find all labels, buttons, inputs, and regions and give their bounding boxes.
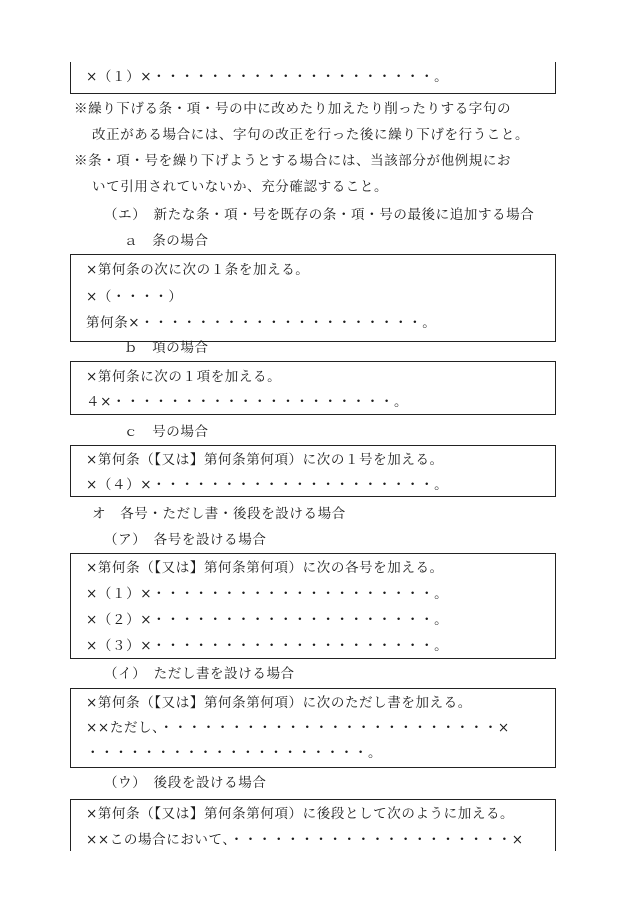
- section-o-heading: オ 各号・ただし書・後段を設ける場合: [92, 506, 346, 522]
- example-box-latter-part: [70, 799, 556, 851]
- example-line: ×（１）×・・・・・・・・・・・・・・・・・・・・。: [86, 69, 449, 85]
- example-box-items: [70, 553, 556, 659]
- section-e-heading: （エ） 新たな条・項・号を既存の条・項・号の最後に追加する場合: [104, 207, 535, 223]
- example-line: ×第何条（【又は】第何条第何項）に次の各号を加える。: [86, 560, 444, 576]
- section-o-u-heading: （ウ） 後段を設ける場合: [104, 775, 267, 791]
- example-line: ×（・・・・）: [86, 289, 183, 305]
- example-line: ×第何条（【又は】第何条第何項）に次のただし書を加える。: [86, 695, 472, 711]
- note-1-line-2: 改正がある場合には、字句の改正を行った後に繰り下げを行うこと。: [92, 127, 530, 143]
- example-box-item: [70, 445, 556, 497]
- note-2-line-1: ※条・項・号を繰り下げようとする場合には、当該部分が他例規にお: [74, 153, 512, 169]
- section-e-b-heading: ｂ 項の場合: [124, 340, 209, 356]
- example-line: ×（１）×・・・・・・・・・・・・・・・・・・・・。: [86, 586, 449, 602]
- section-e-c-heading: ｃ 号の場合: [124, 424, 209, 440]
- example-box-proviso: [70, 688, 556, 768]
- example-line: ××この場合において、・・・・・・・・・・・・・・・・・・・・×: [86, 832, 524, 848]
- section-o-a-heading: （ア） 各号を設ける場合: [104, 532, 267, 548]
- example-line: ４×・・・・・・・・・・・・・・・・・・・・。: [86, 394, 409, 410]
- example-line: ×（４）×・・・・・・・・・・・・・・・・・・・・。: [86, 477, 449, 493]
- note-2-line-2: いて引用されていないか、充分確認すること。: [92, 179, 389, 195]
- example-box-article: [70, 254, 556, 342]
- example-line: ×第何条（【又は】第何条第何項）に後段として次のように加える。: [86, 806, 515, 822]
- note-1-line-1: ※繰り下げる条・項・号の中に改めたり加えたり削ったりする字句の: [74, 101, 512, 117]
- example-line: ×（２）×・・・・・・・・・・・・・・・・・・・・。: [86, 612, 449, 628]
- section-e-a-heading: ａ 条の場合: [124, 233, 209, 249]
- example-line: ××ただし、・・・・・・・・・・・・・・・・・・・・・・・・×: [86, 720, 510, 736]
- example-box-paragraph: [70, 361, 556, 415]
- example-line: ×（３）×・・・・・・・・・・・・・・・・・・・・。: [86, 638, 449, 654]
- example-line: ×第何条（【又は】第何条第何項）に次の１号を加える。: [86, 452, 444, 468]
- continued-example-box: [70, 62, 556, 94]
- example-line: ・・・・・・・・・・・・・・・・・・・・。: [86, 745, 383, 761]
- example-line: ×第何条に次の１項を加える。: [86, 369, 282, 385]
- example-line: ×第何条の次に次の１条を加える。: [86, 262, 310, 278]
- example-line: 第何条×・・・・・・・・・・・・・・・・・・・・。: [86, 315, 437, 331]
- section-o-i-heading: （イ） ただし書を設ける場合: [104, 666, 295, 682]
